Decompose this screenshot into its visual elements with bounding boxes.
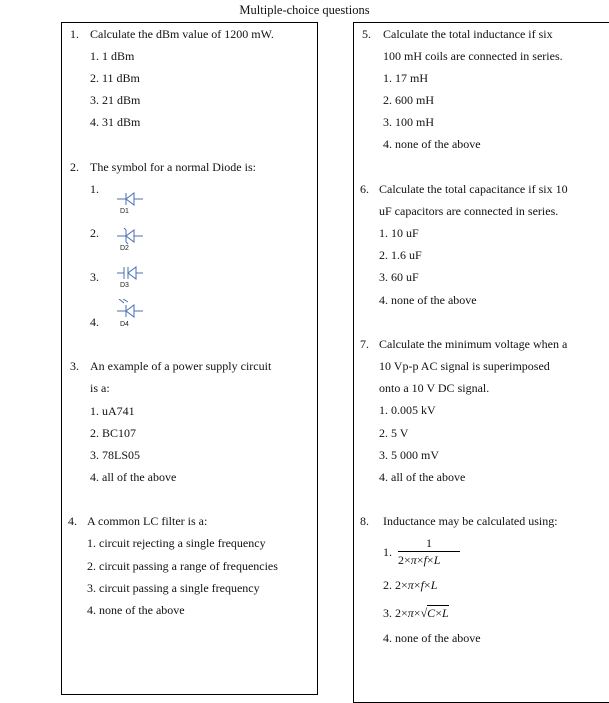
q7-text-line2: 10 Vp-p AC signal is superimposed (379, 359, 550, 373)
q8-number: 8. (360, 514, 369, 528)
q7-option-2: 2. 5 V (379, 426, 409, 440)
q6-number: 6. (360, 182, 369, 196)
q1-option-2: 2. 11 dBm (90, 71, 140, 85)
diode-symbol-d3 (115, 265, 145, 291)
o2-times-1: × (413, 578, 421, 592)
q8-option-3-number: 3. (383, 606, 392, 620)
den-two-times: 2× (398, 553, 411, 567)
q8-option-1-number: 1. (383, 545, 392, 559)
o2-times-2: × (423, 578, 431, 592)
q7-option-4: 4. all of the above (379, 470, 466, 484)
q1-option-1: 1. 1 dBm (90, 49, 135, 63)
diode-d4-label: D4 (120, 321, 129, 328)
q6-option-2: 2. 1.6 uF (379, 248, 422, 262)
diode-symbol-d2 (115, 228, 145, 254)
den-times-2: × (426, 553, 434, 567)
q8-text: Inductance may be calculated using: (383, 514, 558, 528)
fraction-bar (398, 551, 460, 552)
q8-option-2-number: 2. (383, 578, 392, 592)
q2-text: The symbol for a normal Diode is: (90, 160, 256, 174)
q2-option-2: 2. (90, 226, 99, 240)
q5-text-line2: 100 mH coils are connected in series. (383, 49, 563, 63)
q4-option-2: 2. circuit passing a range of frequencies (87, 559, 278, 573)
q4-text: A common LC filter is a: (87, 514, 208, 528)
right-column (353, 22, 609, 703)
q3-number: 3. (70, 359, 79, 373)
diode-d3-label: D3 (120, 282, 129, 289)
q6-option-3: 3. 60 uF (379, 270, 419, 284)
q4-number: 4. (68, 514, 77, 528)
page-title: Multiple-choice questions (239, 3, 370, 17)
o3-C: C (427, 606, 436, 620)
o2-L: L (430, 578, 438, 592)
q2-option-3: 3. (90, 270, 99, 284)
o2-two-times: 2× (395, 578, 408, 592)
q7-option-1: 1. 0.005 kV (379, 403, 436, 417)
q4-option-3: 3. circuit passing a single frequency (87, 581, 260, 595)
sqrt-radicand (427, 605, 448, 620)
q5-text-line1: Calculate the total inductance if six (383, 27, 553, 41)
q2-option-1: 1. (90, 182, 99, 196)
q1-option-3: 3. 21 dBm (90, 93, 141, 107)
o3-two-times: 2× (395, 606, 408, 620)
o2-f: f (420, 578, 424, 592)
q3-text-line2: is a: (90, 381, 110, 395)
diode-d1-label: D1 (120, 208, 129, 215)
q7-option-3: 3. 5 000 mV (379, 448, 439, 462)
diode-symbol-d1 (115, 191, 145, 217)
q6-option-4: 4. none of the above (379, 293, 477, 307)
q1-number: 1. (70, 27, 79, 41)
o3-times-2: × (435, 606, 442, 620)
o3-pi: π (407, 606, 414, 620)
fraction-numerator: 1 (426, 536, 432, 550)
q6-option-1: 1. 10 uF (379, 226, 419, 240)
q4-option-1: 1. circuit rejecting a single frequency (87, 536, 266, 550)
diode-symbol-d4 (115, 299, 145, 328)
o3-L: L (441, 606, 449, 620)
q1-option-4: 4. 31 dBm (90, 115, 141, 129)
q5-option-4: 4. none of the above (383, 137, 481, 151)
q8-option-3 (383, 606, 449, 620)
den-f: f (423, 553, 427, 567)
q1-text: Calculate the dBm value of 1200 mW. (90, 27, 274, 41)
fraction-denominator (398, 553, 440, 568)
q3-option-3: 3. 78LS05 (90, 448, 141, 462)
o3-times-1: × (413, 606, 421, 620)
diode-d1-icon (115, 191, 145, 209)
q3-option-4: 4. all of the above (90, 470, 177, 484)
q3-option-2: 2. BC107 (90, 426, 137, 440)
q8-option-4: 4. none of the above (383, 631, 481, 645)
den-pi: π (410, 553, 417, 567)
q6-text-line2: uF capacitors are connected in series. (379, 204, 559, 218)
q5-option-3: 3. 100 mH (383, 115, 434, 129)
q4-option-4: 4. none of the above (87, 603, 185, 617)
den-L: L (433, 553, 441, 567)
left-column (61, 22, 318, 695)
q2-number: 2. (70, 160, 79, 174)
sqrt-icon: √ (420, 606, 428, 620)
q8-option-2 (383, 578, 437, 592)
diode-d2-label: D2 (120, 245, 129, 252)
diode-d2-icon (115, 228, 145, 246)
formula-one-over-2pifl (398, 536, 460, 570)
diode-d3-icon (115, 265, 145, 283)
q5-number: 5. (362, 27, 371, 41)
q3-text-line1: An example of a power supply circuit (90, 359, 272, 373)
q7-number: 7. (360, 337, 369, 351)
q3-option-1: 1. uA741 (90, 404, 135, 418)
q7-text-line3: onto a 10 V DC signal. (379, 381, 490, 395)
q6-text-line1: Calculate the total capacitance if six 10 (379, 182, 568, 196)
q2-option-4: 4. (90, 315, 99, 329)
q7-text-line1: Calculate the minimum voltage when a (379, 337, 568, 351)
q5-option-1: 1. 17 mH (383, 71, 428, 85)
den-times-1: × (416, 553, 424, 567)
q5-option-2: 2. 600 mH (383, 93, 434, 107)
o2-pi: π (407, 578, 414, 592)
